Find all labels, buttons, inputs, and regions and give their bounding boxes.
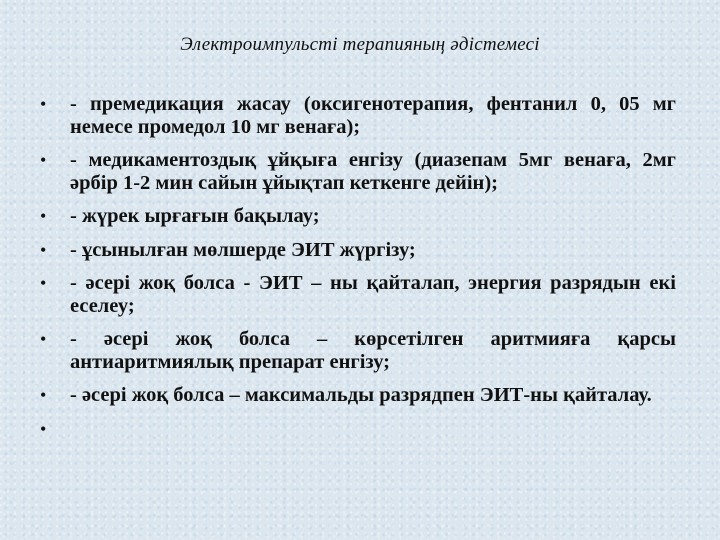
- list-item: [40, 328, 676, 373]
- bullet-icon: •: [40, 385, 47, 405]
- list-item-text: - медикаментоздық ұйқыға енгізу (диазепам 5мг венаға, 2мг әрбір 1-2 мин сайын ұйықтап кеткенге дейін);: [70, 149, 676, 194]
- list-item: [40, 149, 676, 194]
- bullet-icon: •: [40, 239, 47, 260]
- list-item: [40, 205, 676, 228]
- list-item: [40, 272, 676, 317]
- list-item: [40, 384, 676, 407]
- list-item-text: - әсері жоқ болса - ЭИТ – ны қайталап, энергия разрядын екі еселеу;: [70, 272, 676, 317]
- list-item: [40, 239, 676, 262]
- list-item-text: - ұсынылған мөлшерде ЭИТ жүргізу;: [70, 238, 416, 261]
- list-item: [40, 93, 676, 138]
- list-item-empty: [40, 418, 676, 441]
- slide-title: Электроимпульсті терапияның әдістемесі: [180, 34, 540, 55]
- bullet-icon: •: [40, 273, 47, 293]
- bullet-icon: •: [40, 206, 47, 226]
- bullet-icon: •: [40, 94, 47, 114]
- list-item-text: - әсері жоқ болса – максимальды разрядпен ЭИТ-ны қайталау.: [70, 384, 652, 406]
- list-item-text: - әсері жоқ болса – көрсетілген аритмияға қарсы антиаритмиялық препарат енгізу;: [70, 328, 676, 373]
- bullet-icon: •: [40, 329, 47, 349]
- list-item-text: - жүрек ырғағын бақылау;: [70, 205, 320, 227]
- bullet-icon: •: [40, 150, 47, 170]
- bullet-list: [40, 93, 676, 451]
- list-item-text: - премедикация жасау (оксигенотерапия, фентанил 0, 05 мг немесе промедол 10 мг венаға);: [70, 93, 676, 138]
- bullet-icon: •: [40, 418, 47, 439]
